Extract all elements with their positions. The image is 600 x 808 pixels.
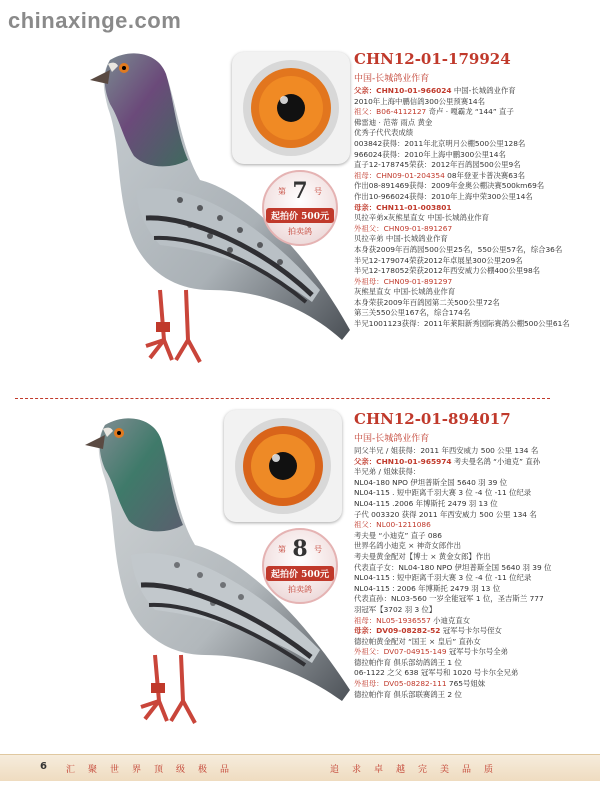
pedigree-line — [354, 626, 594, 637]
pedigree-text: 外祖母：DV05-08282-111 — [354, 679, 447, 689]
pedigree-line — [354, 457, 594, 468]
pedigree-line — [354, 277, 594, 288]
pedigree-text: 子代 003320 获得 2011 年西安威力 500 公里 134 名 — [354, 509, 537, 519]
pedigree-text: 半兄12-179074荣获2012年卓展星300公里209名 — [354, 255, 523, 265]
pedigree-line — [354, 203, 594, 214]
lot-number: 7 — [292, 178, 308, 204]
pedigree-line — [354, 499, 594, 510]
pedigree-text: 羽冠军【3702 羽 3 位】 — [354, 604, 437, 614]
pedigree-text: 世界名鸽小迪克 × 神奇女郎作出 — [354, 541, 461, 551]
pedigree-line — [354, 256, 594, 267]
pedigree-block-2 — [354, 446, 594, 700]
auction-label: 拍卖鸽 — [288, 585, 312, 594]
footer-slogan-left: 汇聚世界顶级极品 — [66, 765, 243, 775]
pedigree-text: 冠军号卡尔号侄女 — [440, 626, 502, 636]
pedigree-line — [354, 510, 594, 521]
pedigree-text: 中国-长城鸽业作育 — [390, 287, 456, 297]
pedigree-text: 966024获得：2010年上海中鹏300公里14名 — [354, 149, 506, 159]
pedigree-line — [354, 118, 594, 129]
page-footer — [0, 754, 600, 781]
pedigree-line — [354, 192, 594, 203]
pedigree-text: 奇卢 · 嘎霸龙 “144” 直子 — [426, 107, 514, 117]
pedigree-line — [354, 213, 594, 224]
pedigree-text: 08年登亚卡普决赛63名 — [444, 170, 526, 180]
pedigree-text: NL04-115 : 2006 年博斯托 2479 羽 13 位 — [354, 583, 501, 593]
pedigree-text: 半兄弟 / 姐妹获得： — [354, 467, 421, 477]
pedigree-text: 母亲：CHN11-01-003801 — [354, 202, 452, 212]
starting-price: 起拍价 500元 — [266, 566, 334, 581]
pedigree-text: 父亲：CHN10-01-966024 — [354, 86, 452, 95]
pedigree-line — [354, 488, 594, 499]
pedigree-text: 765号姐妹 — [446, 679, 486, 689]
pedigree-text: 冠军号卡尔号全弟 — [446, 647, 509, 657]
pedigree-line — [354, 679, 594, 690]
pedigree-text: 祖父：B06-4112127 — [354, 107, 427, 117]
badge-suffix: 号 — [314, 187, 322, 196]
pedigree-text: 本身获2009年百鸽园500公里25名，550公里57名，综合36名 — [354, 244, 563, 254]
lot-badge-1 — [262, 170, 338, 246]
pedigree-text: 灰熊星直女 — [354, 287, 391, 297]
pedigree-text: 2010年上海中鹏信鸽300公里预赛14名 — [354, 96, 486, 106]
pedigree-line — [354, 298, 594, 309]
pedigree-text: 祖母：CHN09-01-204354 — [354, 170, 445, 180]
pedigree-line — [354, 234, 594, 245]
pedigree-line — [354, 520, 594, 531]
pedigree-text: 外祖母：CHN09-01-891297 — [354, 276, 453, 286]
eye-photo-1 — [232, 52, 350, 164]
ring-id-1: CHN12-01-179924 — [354, 50, 511, 68]
pedigree-text: 贝拉辛弟x灰熊星直女 — [354, 213, 425, 223]
pedigree-line — [354, 541, 594, 552]
pedigree-text: 作出08-891469获得：2009年金奥公棚决赛500km69名 — [354, 181, 545, 191]
pedigree-text: 06-1122 之父 — [354, 668, 403, 678]
pedigree-text: 贝拉辛弟 — [354, 234, 384, 244]
pedigree-line — [354, 573, 594, 584]
pedigree-text: 中国-长城鸽业作育 — [383, 234, 448, 244]
pedigree-line — [354, 605, 594, 616]
pedigree-text: 考夫曼 “小迪克” 直子 086 — [354, 530, 442, 540]
section-divider — [15, 398, 550, 399]
pedigree-text: 代表直孙：NL03-560 一岁全能冠军 1 位，圣吉斯兰 777 — [354, 594, 544, 604]
pedigree-text: 直子12-178745荣获：2012年百鸽园500公里9名 — [354, 160, 521, 170]
pedigree-line — [354, 668, 594, 679]
pedigree-text: 德拉帕黄金配对 “国王 × 皇后” 直孙女 — [354, 636, 481, 646]
pedigree-line — [354, 658, 594, 669]
auction-label: 拍卖鸽 — [288, 227, 312, 236]
pedigree-line — [354, 97, 594, 108]
pedigree-line — [354, 308, 594, 319]
pedigree-text: 638 冠军号和 1020 号卡尔全兄弟 — [402, 668, 519, 678]
pedigree-text: 祖母：NL05-1936557 — [354, 615, 431, 625]
pedigree-line — [354, 531, 594, 542]
pedigree-text: 俱乐部幼鸽鸽王 1 位 — [390, 657, 462, 667]
pedigree-line — [354, 690, 594, 701]
ring-id-2: CHN12-01-894017 — [354, 410, 511, 428]
loft-name-2: 中国-长城鸽业作育 — [354, 434, 430, 444]
pedigree-text: 半兄12-178052荣获2012年西安威力公棚400公里98名 — [354, 266, 541, 276]
page-number: 6 — [40, 761, 47, 772]
pedigree-line — [354, 160, 594, 171]
pedigree-text: 外祖父：CHN09-01-891267 — [354, 223, 453, 233]
pedigree-line — [354, 467, 594, 478]
badge-suffix: 号 — [314, 545, 322, 554]
badge-prefix: 第 — [278, 545, 286, 554]
pedigree-line — [354, 647, 594, 658]
pedigree-line — [354, 181, 594, 192]
pedigree-line — [354, 446, 594, 457]
pedigree-line — [354, 478, 594, 489]
pedigree-line — [354, 150, 594, 161]
pedigree-text: 代表直子女：NL04-180 NPO 伊坦普斯全国 5640 羽 39 位 — [354, 562, 552, 572]
starting-price: 起拍价 500元 — [266, 208, 334, 223]
pedigree-text: 考夫曼名鸽 “小迪克” 直孙 — [451, 456, 541, 466]
site-watermark: chinaxinge.com — [8, 8, 182, 33]
lot-badge-2 — [262, 528, 338, 604]
pedigree-line — [354, 171, 594, 182]
pedigree-text: NL04-180 NPO 伊坦普斯全国 5640 羽 39 位 — [354, 477, 508, 487]
pedigree-text: 优秀子代代表成绩 — [354, 128, 414, 138]
pedigree-line — [354, 552, 594, 563]
pedigree-line — [354, 616, 594, 627]
pedigree-text: 小迪克直女 — [430, 615, 471, 625]
pedigree-text: 佛雷迪 · 范蒂 雨点 黄金 — [354, 117, 433, 127]
pedigree-text: 中国-长城鸽业作育 — [424, 213, 490, 223]
pedigree-text: 第三关550公里167名，综合174名 — [354, 308, 471, 318]
pedigree-line — [354, 128, 594, 139]
lot-number: 8 — [292, 536, 308, 562]
pedigree-block-1 — [354, 86, 594, 330]
pedigree-line — [354, 563, 594, 574]
pedigree-line — [354, 224, 594, 235]
pedigree-text: 003842获得：2011年北京明月公棚500公里128名 — [354, 138, 526, 148]
pedigree-line — [354, 287, 594, 298]
pedigree-text: 德拉帕作育 — [354, 689, 391, 699]
pedigree-text: 德拉帕作育 — [354, 657, 391, 667]
pedigree-text: 父亲：CHN10-01-965974 — [354, 456, 452, 466]
pedigree-line — [354, 86, 594, 97]
pedigree-line — [354, 245, 594, 256]
pedigree-text: NL04-115 . 短中距离千羽大赛 3 位 -4 位 -11 位纪录 — [354, 488, 532, 498]
pedigree-text: 祖父：NL00-1211086 — [354, 520, 431, 530]
pedigree-line — [354, 139, 594, 150]
pedigree-text: 半兄1001123获得：2011年莱阳新秀园际赛鸽公棚500公里61名 — [354, 319, 570, 329]
pedigree-text: 外祖父：DV07-04915-149 — [354, 647, 447, 657]
pedigree-text: 考夫曼黄金配对【博士 × 黄金女郎】作出 — [354, 551, 491, 561]
pedigree-text: NL04-115 : 短中距离千羽大赛 3 位 -4 位 -11 位纪录 — [354, 573, 532, 583]
pedigree-line — [354, 594, 594, 605]
pedigree-line — [354, 319, 594, 330]
pedigree-line — [354, 107, 594, 118]
eye-photo-2 — [224, 410, 342, 522]
pedigree-text: 俱乐部联赛鸽王 2 位 — [390, 689, 462, 699]
pedigree-text: 同父半兄 / 姐获得：2011 年西安威力 500 公里 134 名 — [354, 446, 539, 455]
pedigree-line — [354, 584, 594, 595]
pedigree-line — [354, 637, 594, 648]
pedigree-text: 母亲：DV09-08282-52 — [354, 626, 441, 636]
badge-prefix: 第 — [278, 187, 286, 196]
pedigree-line — [354, 266, 594, 277]
pedigree-text: 中国-长城鸽业作育 — [451, 86, 516, 95]
pedigree-text: 作出10-966024获得：2010年上海中荣300公里14名 — [354, 191, 533, 201]
loft-name-1: 中国-长城鸽业作育 — [354, 74, 430, 84]
footer-slogan-right: 追求卓越完美品质 — [330, 765, 507, 775]
pedigree-text: NL04-115 .2006 年博斯托 2479 羽 13 位 — [354, 498, 498, 508]
pedigree-text: 本身荣获2009年百鸽园第二关500公里72名 — [354, 297, 500, 307]
